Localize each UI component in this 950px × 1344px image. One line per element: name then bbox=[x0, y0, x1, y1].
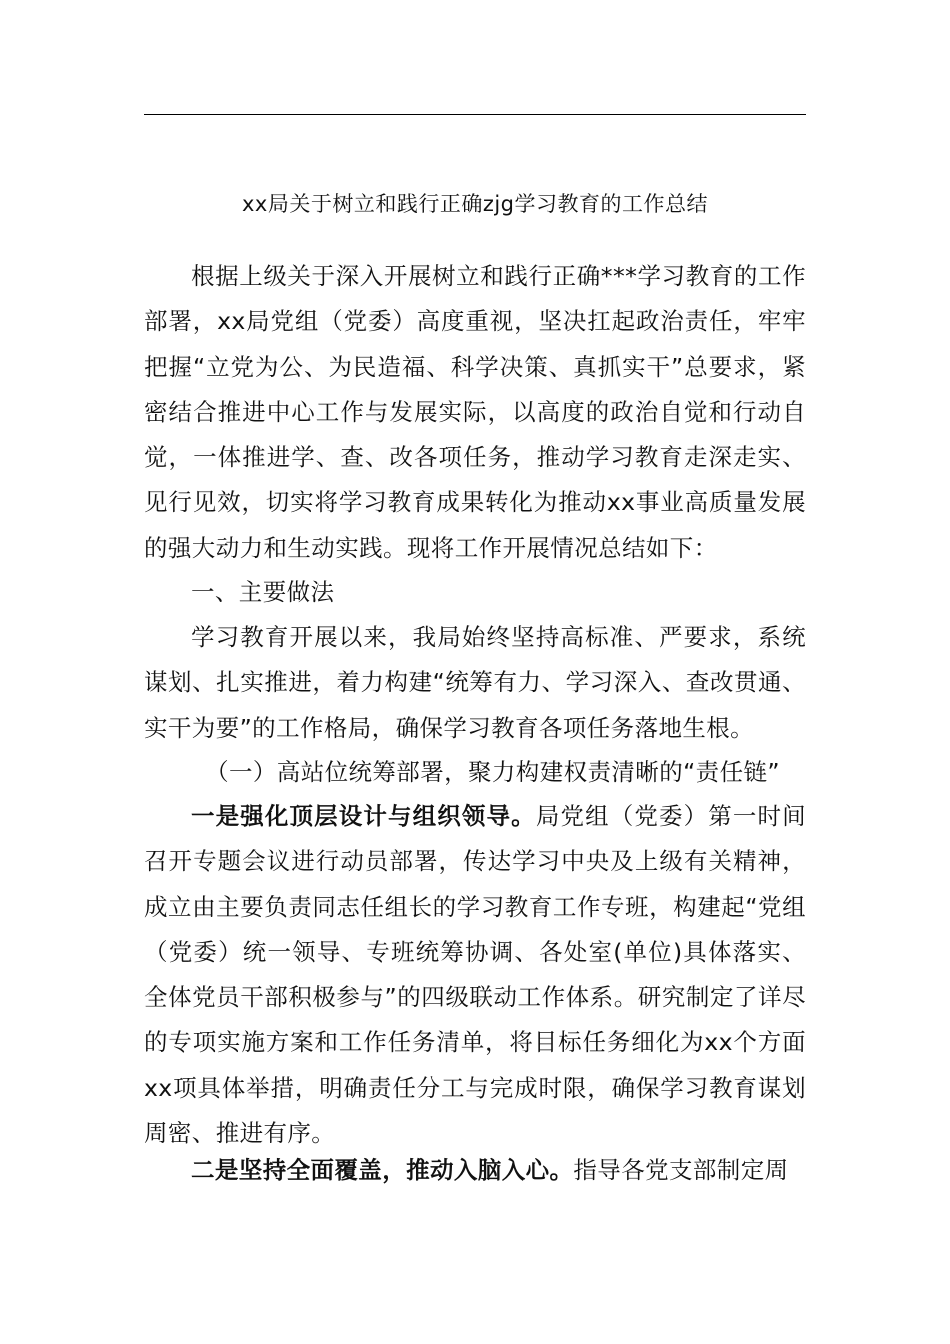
item-1-body: 局党组（党委）第一时间召开专题会议进行动员部署，传达学习中央及上级有关精神，成立由主要负责同志任组长的学习教育工作专班，构建起“党组（党委）统一领导、专班统筹协调、各处室(单位)具体落实、全体党员干部积极参与”的四级联动工作体系。研究制定了详尽的专项实施方案和工作任务清单，将目标任务细化为xx个方面xx项具体举措，明确责任分工与完成时限，确保学习教育谋划周密、推进有序。 bbox=[144, 802, 806, 1148]
item-1-block bbox=[144, 794, 806, 1156]
item-2-block bbox=[144, 1148, 806, 1193]
subsection-heading-block bbox=[144, 750, 806, 795]
intro-paragraph: 根据上级关于深入开展树立和践行正确***学习教育的工作部署，xx局党组（党委）高度重视，坚决扛起政治责任，牢牢把握“立党为公、为民造福、科学决策、真抓实干”总要求，紧密结合推进中心工作与发展实际，以高度的政治自觉和行动自觉，一体推进学、查、改各项任务，推动学习教育走深走实、见行见效，切实将学习教育成果转化为推动xx事业高质量发展的强大动力和生动实践。现将工作开展情况总结如下： bbox=[144, 262, 806, 562]
item-1-lead: 一是强化顶层设计与组织领导。 bbox=[191, 802, 536, 830]
header-rule bbox=[144, 114, 806, 115]
item-2-paragraph bbox=[144, 1148, 806, 1193]
section-heading-block bbox=[144, 570, 806, 615]
item-1-paragraph bbox=[144, 794, 806, 1156]
section-body-block bbox=[144, 615, 806, 751]
section-1-body: 学习教育开展以来，我局始终坚持高标准、严要求，系统谋划、扎实推进，着力构建“统筹有力、学习深入、查改贯通、实干为要”的工作格局，确保学习教育各项任务落地生根。 bbox=[144, 623, 806, 742]
subsection-1-heading: （一）高站位统筹部署，聚力构建权责清晰的“责任链” bbox=[205, 758, 780, 786]
section-1-heading: 一、主要做法 bbox=[191, 578, 335, 606]
item-2-lead: 二是坚持全面覆盖，推动入脑入心。 bbox=[191, 1156, 574, 1184]
document-title: xx局关于树立和践行正确zjg学习教育的工作总结 bbox=[241, 192, 709, 216]
item-2-body: 指导各党支部制定周 bbox=[573, 1156, 789, 1184]
intro-paragraph-block bbox=[144, 254, 806, 571]
